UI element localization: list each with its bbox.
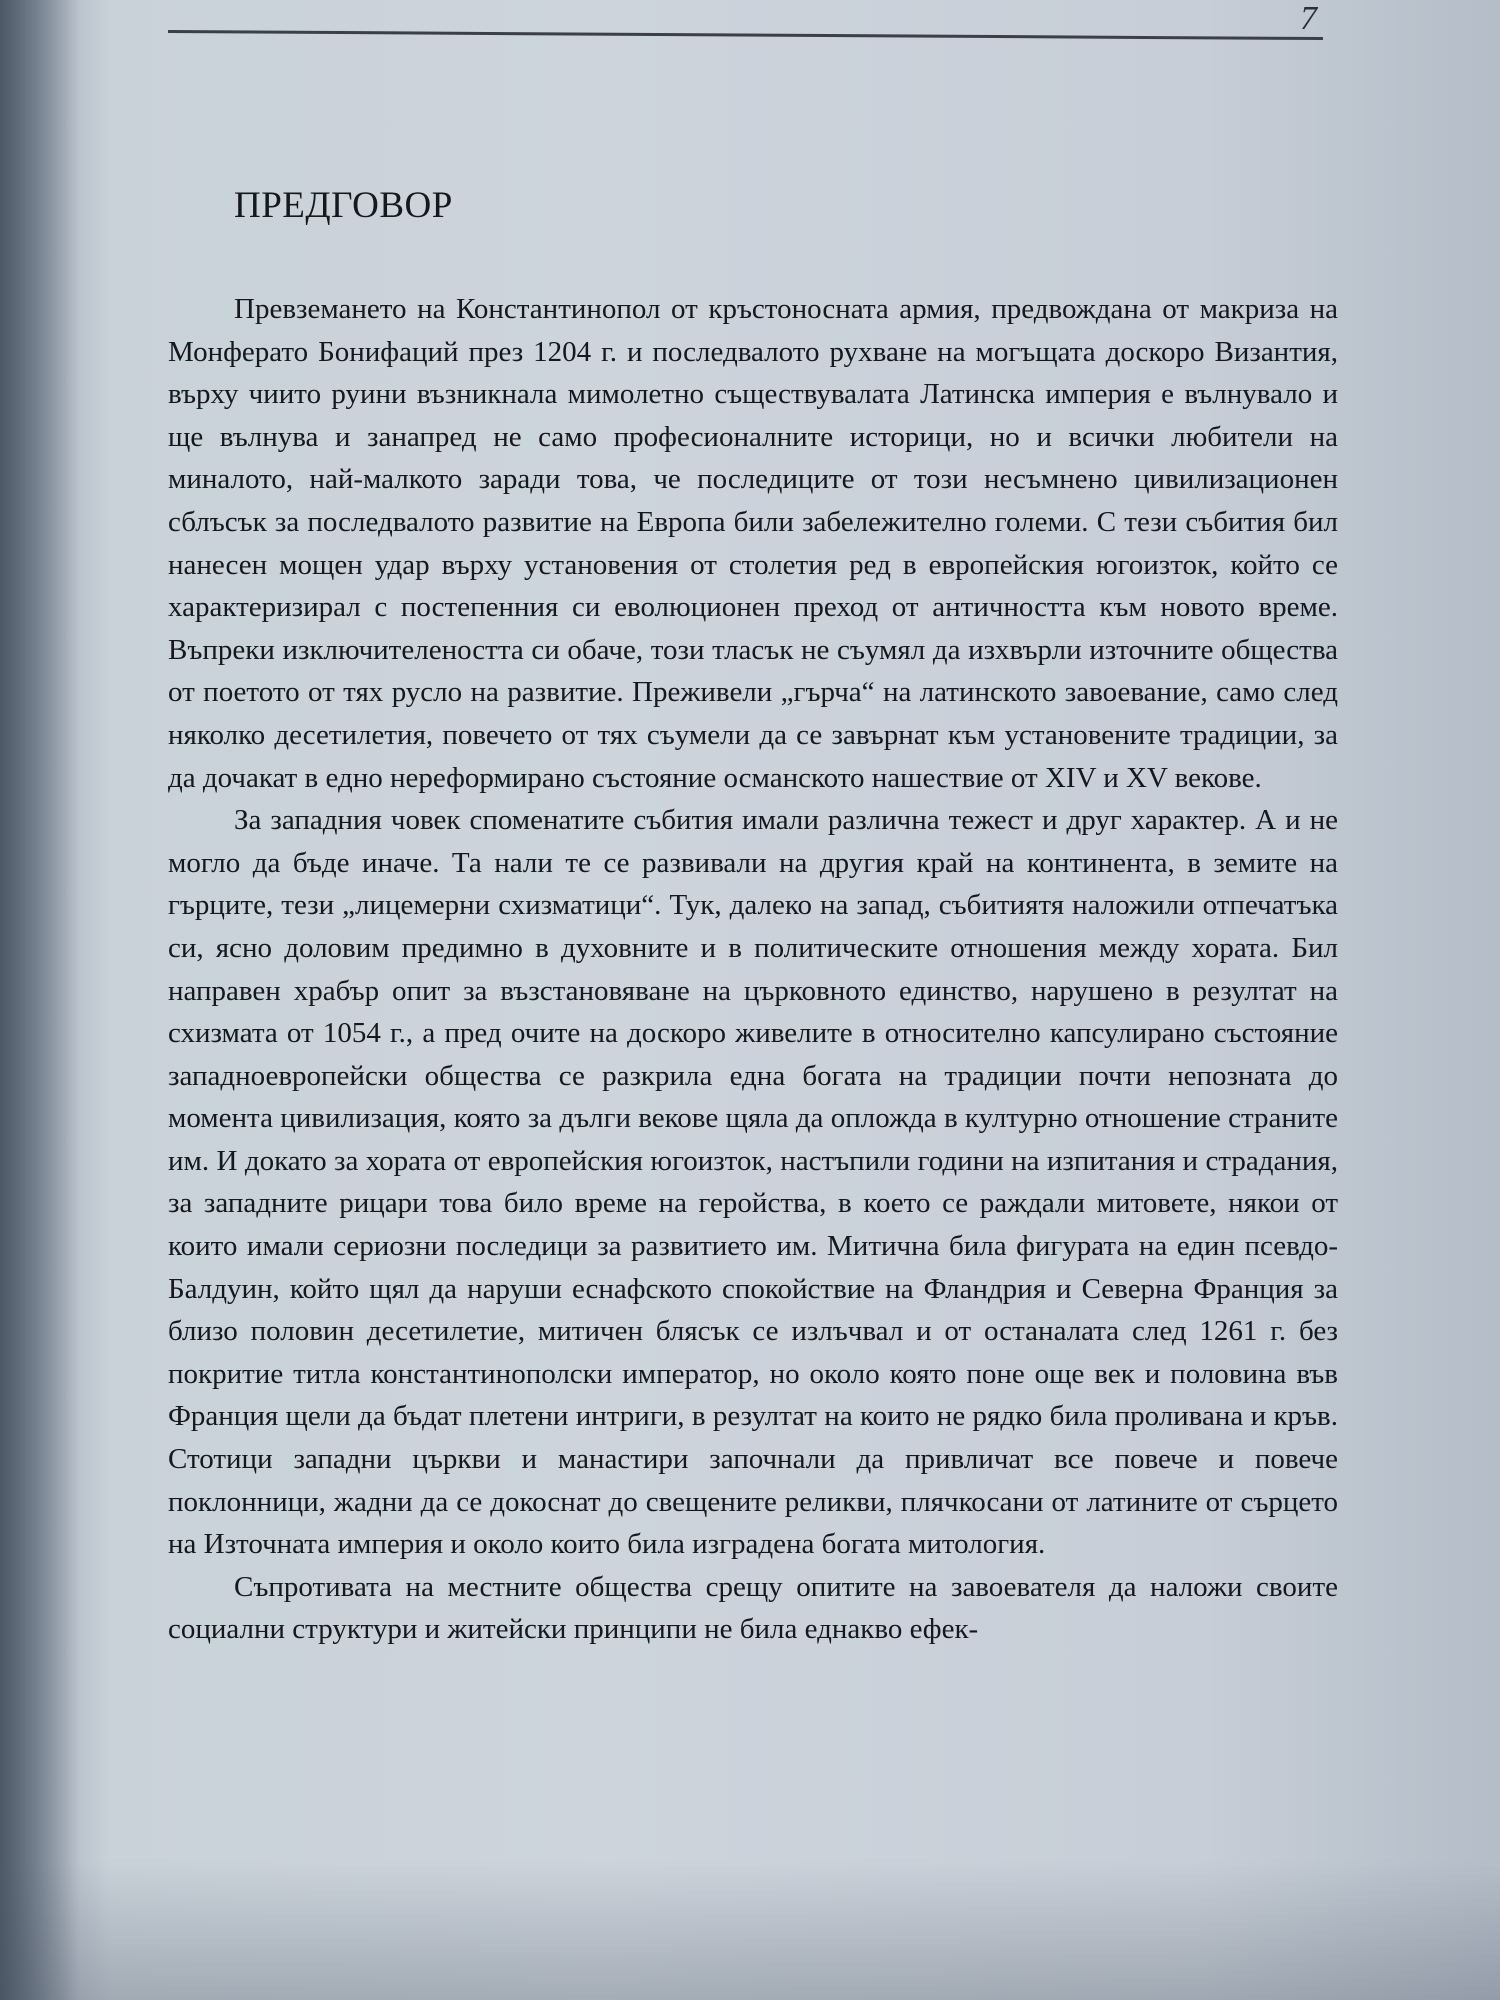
paragraph-2: За западния човек споменатите събития имали различна тежест и друг характер. А и не могло да бъде иначе. Та нали те се развивали на другия край на континента, в земите на гърците, тези „лицемерни схизматици“. Тук, далеко на запад, събитиятя наложили отпечатъка си, ясно доловим предимно в духовните и в политическите отношения между хората. Бил направен храбър опит за възстановяване на църковното единство, нарушено в резултат на схизмата от 1054 г., а пред очите на доскоро живелите в относително капсулирано състояние западноевропейски общества се разкрила една богата на традиции почти непозната до момента цивилизация, която за дълги векове щяла да опложда в културно отношение страните им. И докато за хората от европейския югоизток, настъпили години на изпитания и страдания, за западните рицари това било време на геройства, в което се раждали митовете, някои от които имали сериозни последици за развитието им. Митична била фигурата на един псевдо-Балдуин, който щял да наруши еснафското спокойствие на Фландрия и Северна Франция за близо половин десетилетие, митичен блясък се излъчвал и от останалата след 1261 г. без покритие титла константинополски император, но около която поне още век и половина във Франция щели да бъдат плетени интриги, в резултат на които не рядко била проливана и кръв. Стотици западни църкви и манастири започнали да привличат все повече и повече поклонници, жадни да се докоснат до свещените реликви, плячкосани от латините от сърцето на Източната империя и около които била изградена богата митология. bbox=[168, 804, 1338, 1561]
header-rule bbox=[168, 30, 1323, 40]
page-text bbox=[168, 178, 1338, 1651]
bottom-shadow bbox=[0, 1860, 1500, 2000]
chapter-title: ПРЕДГОВОР bbox=[234, 185, 453, 226]
page-number: 7 bbox=[1300, 0, 1317, 37]
paragraph-1: Превземането на Константинопол от кръстоносната армия, предвождана от макриза на Монферато Бонифаций през 1204 г. и последвалото рухване на могъщата доскоро Византия, върху чиито руини възникнала мимолетно съществувалата Латинска империя е вълнувало и ще вълнува и занапред не само професионалните историци, но и всички любители на миналото, най-малкото заради това, че последиците от този несъмнено цивилизационен сблъсък за последвалото развитие на Европа били забележително големи. С тези събития бил нанесен мощен удар върху установения от столетия ред в европейския югоизток, който се характеризирал с постепенния си еволюционен преход от античността към новото време. Въпреки изключителеността си обаче, този тласък не съумял да изхвърли източните общества от поетото от тях русло на развитие. Преживели „гърча“ на латинското завоевание, само след няколко десетилетия, повечето от тях съумели да се завърнат към установените традиции, за да дочакат в едно нереформирано състояние османското нашествие от XIV и XV векове. bbox=[168, 293, 1338, 794]
paragraph-3: Съпротивата на местните общества срещу опитите на завоевателя да наложи своите социални структури и житейски принципи не била еднакво ефек- bbox=[168, 1570, 1338, 1646]
spine-shadow bbox=[0, 0, 80, 2000]
